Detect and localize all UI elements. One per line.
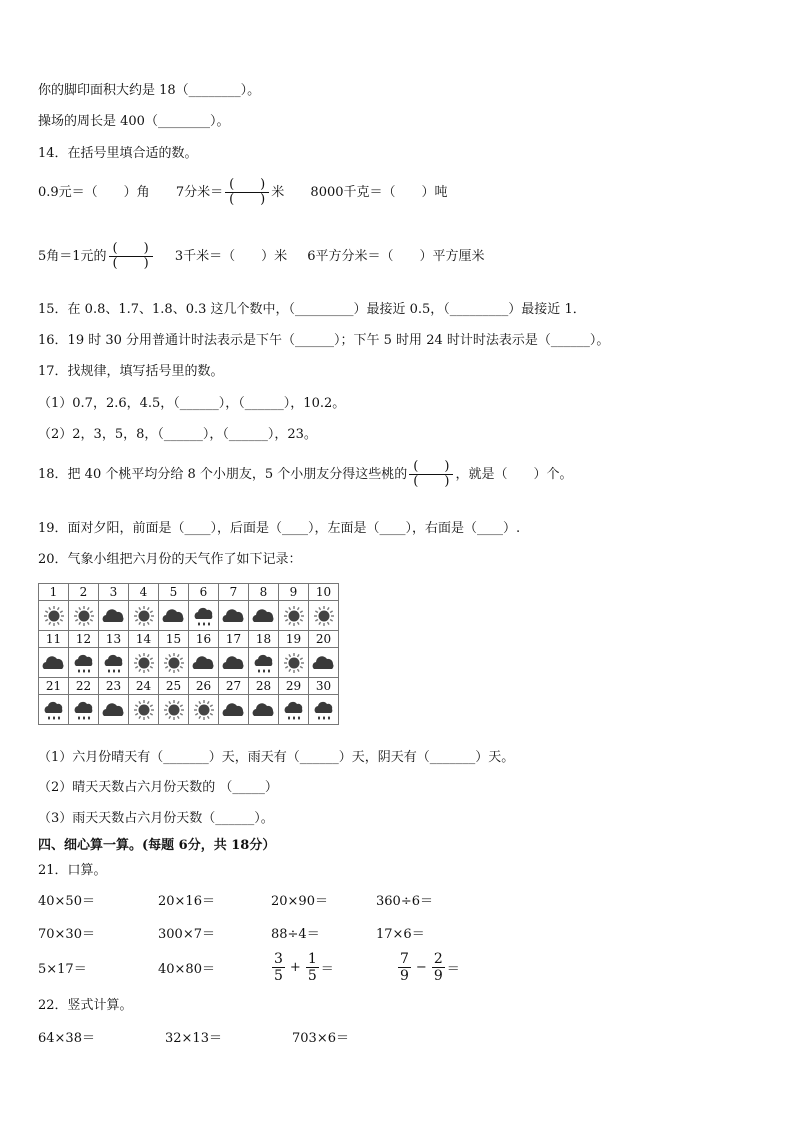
day-number: 9 bbox=[279, 584, 309, 601]
fraction-expr-1: $\frac{3}{5}$ + $\frac{1}{5}$ ＝ bbox=[274, 951, 334, 984]
day-number: 2 bbox=[69, 584, 99, 601]
day-number: 17 bbox=[219, 631, 249, 648]
day-number: 7 bbox=[219, 584, 249, 601]
day-number-row bbox=[39, 678, 339, 695]
weather-cell bbox=[189, 601, 219, 631]
sun-icon bbox=[132, 698, 156, 722]
q14-item-3: 8000千克＝（ ）吨 bbox=[310, 185, 448, 200]
fraction-blank: $\frac{( )}{( )}$ bbox=[409, 460, 453, 489]
day-number: 14 bbox=[129, 631, 159, 648]
oral-2-2: 300×7＝ bbox=[158, 927, 215, 942]
q14-item-6: 6平方分米＝（ ）平方厘米 bbox=[307, 249, 485, 264]
cloud-icon bbox=[222, 604, 246, 628]
day-number-row bbox=[39, 631, 339, 648]
weather-cell bbox=[99, 601, 129, 631]
oral-1-3: 20×90＝ bbox=[271, 894, 328, 909]
sun-icon bbox=[282, 651, 306, 675]
q14-item-5: 3千米＝（ ）米 bbox=[174, 249, 288, 264]
weather-table bbox=[38, 583, 339, 725]
vertical-calc-1: 64×38＝ bbox=[38, 1031, 95, 1046]
q20-sub-1: （1）六月份晴天有（_______）天，雨天有（______）天，阴天有（_______）天。 bbox=[38, 750, 515, 765]
sun-icon bbox=[192, 698, 216, 722]
weather-cell bbox=[129, 695, 159, 725]
day-number: 29 bbox=[279, 678, 309, 695]
weather-icon-row bbox=[39, 695, 339, 725]
weather-cell bbox=[129, 601, 159, 631]
day-number: 20 bbox=[309, 631, 339, 648]
cloud-icon bbox=[222, 698, 246, 722]
sun-icon bbox=[312, 604, 336, 628]
fraction-blank: $\frac{( )}{( )}$ bbox=[225, 178, 269, 207]
rain-icon bbox=[72, 698, 96, 722]
weather-cell bbox=[99, 695, 129, 725]
day-number-row bbox=[39, 584, 339, 601]
day-number: 5 bbox=[159, 584, 189, 601]
weather-cell bbox=[309, 648, 339, 678]
vertical-calc-3: 703×6＝ bbox=[292, 1031, 349, 1046]
question-15: 15．在 0.8、1.7、1.8、0.3 这几个数中，（_________）最接近 0.5，（_________）最接近 1． bbox=[38, 302, 586, 317]
oral-2-4: 17×6＝ bbox=[376, 927, 425, 942]
day-number: 28 bbox=[249, 678, 279, 695]
q14-item-2: 7分米＝ bbox=[175, 185, 224, 200]
sun-icon bbox=[282, 604, 306, 628]
oral-1-2: 20×16＝ bbox=[158, 894, 215, 909]
oral-1-1: 40×50＝ bbox=[38, 894, 95, 909]
rain-icon bbox=[192, 604, 216, 628]
weather-cell bbox=[129, 648, 159, 678]
cloud-icon bbox=[252, 604, 276, 628]
day-number: 13 bbox=[99, 631, 129, 648]
weather-cell bbox=[249, 601, 279, 631]
cloud-icon bbox=[102, 604, 126, 628]
weather-cell bbox=[39, 695, 69, 725]
day-number: 3 bbox=[99, 584, 129, 601]
weather-cell bbox=[69, 648, 99, 678]
day-number: 15 bbox=[159, 631, 189, 648]
question-14: 14．在括号里填合适的数。 bbox=[38, 146, 198, 161]
question-19: 19．面对夕阳，前面是（____），后面是（____），左面是（____），右面是（____）. bbox=[38, 521, 521, 536]
question-17: 17．找规律，填写括号里的数。 bbox=[38, 364, 224, 379]
day-number: 11 bbox=[39, 631, 69, 648]
rain-icon bbox=[72, 651, 96, 675]
oral-3-2: 40×80＝ bbox=[158, 962, 215, 977]
q20-sub-3: （3）雨天天数占六月份天数（______）。 bbox=[38, 811, 274, 826]
weather-cell bbox=[69, 601, 99, 631]
weather-icon-row bbox=[39, 648, 339, 678]
sun-icon bbox=[132, 604, 156, 628]
fraction-blank: $\frac{( )}{( )}$ bbox=[109, 242, 153, 271]
day-number: 30 bbox=[309, 678, 339, 695]
sun-icon bbox=[42, 604, 66, 628]
weather-cell bbox=[189, 695, 219, 725]
oral-3-1: 5×17＝ bbox=[38, 962, 87, 977]
day-number: 16 bbox=[189, 631, 219, 648]
weather-cell bbox=[39, 601, 69, 631]
day-number: 12 bbox=[69, 631, 99, 648]
weather-icon-row bbox=[39, 601, 339, 631]
weather-cell bbox=[99, 648, 129, 678]
day-number: 18 bbox=[249, 631, 279, 648]
weather-cell bbox=[159, 695, 189, 725]
cloud-icon bbox=[102, 698, 126, 722]
section-4-heading: 四、细心算一算。(每题 6分，共 18分） bbox=[38, 838, 276, 853]
q20-sub-2: （2）晴天天数占六月份天数的 （_____） bbox=[38, 780, 278, 795]
q14-item-4: 5角＝1元的 bbox=[38, 249, 107, 264]
question-18: 18．把 40 个桃平均分给 8 个小朋友，5 个小朋友分得这些桃的 $\frac{( )}{( )}$ ，就是（ ）个。 bbox=[38, 459, 573, 489]
weather-cell bbox=[249, 695, 279, 725]
question-21: 21．口算。 bbox=[38, 863, 107, 878]
q14-row-1: 0.9元＝（ ）角 7分米＝ $\frac{( )}{( )}$ 米 8000千克＝（ ）吨 bbox=[38, 177, 448, 207]
weather-cell bbox=[39, 648, 69, 678]
day-number: 21 bbox=[39, 678, 69, 695]
rain-icon bbox=[312, 698, 336, 722]
q17-sub-1: （1）0.7，2.6，4.5，（______），（______），10.2。 bbox=[38, 396, 346, 411]
day-number: 26 bbox=[189, 678, 219, 695]
question-22: 22．竖式计算。 bbox=[38, 998, 133, 1013]
weather-cell bbox=[189, 648, 219, 678]
oral-2-3: 88÷4＝ bbox=[271, 927, 320, 942]
cloud-icon bbox=[222, 651, 246, 675]
day-number: 6 bbox=[189, 584, 219, 601]
weather-cell bbox=[159, 601, 189, 631]
fraction-expr-2: $\frac{7}{9}$ − $\frac{2}{9}$ ＝ bbox=[400, 951, 460, 984]
sun-icon bbox=[132, 651, 156, 675]
rain-icon bbox=[282, 698, 306, 722]
cloud-icon bbox=[42, 651, 66, 675]
line-playground: 操场的周长是 400（________）。 bbox=[38, 114, 230, 129]
rain-icon bbox=[252, 651, 276, 675]
weather-cell bbox=[219, 601, 249, 631]
day-number: 1 bbox=[39, 584, 69, 601]
day-number: 27 bbox=[219, 678, 249, 695]
rain-icon bbox=[42, 698, 66, 722]
day-number: 8 bbox=[249, 584, 279, 601]
sun-icon bbox=[72, 604, 96, 628]
q17-sub-2: （2）2，3，5，8，（______），（______），23。 bbox=[38, 427, 317, 442]
day-number: 10 bbox=[309, 584, 339, 601]
cloud-icon bbox=[162, 604, 186, 628]
day-number: 19 bbox=[279, 631, 309, 648]
day-number: 25 bbox=[159, 678, 189, 695]
sun-icon bbox=[162, 651, 186, 675]
cloud-icon bbox=[192, 651, 216, 675]
line-footprint: 你的脚印面积大约是 18（________）。 bbox=[38, 83, 261, 98]
q14-item-1: 0.9元＝（ ）角 bbox=[38, 185, 150, 200]
weather-cell bbox=[279, 601, 309, 631]
vertical-calc-2: 32×13＝ bbox=[165, 1031, 222, 1046]
question-16: 16．19 时 30 分用普通计时法表示是下午（______）；下午 5 时用 24 时计时法表示是（______）。 bbox=[38, 333, 610, 348]
weather-cell bbox=[279, 648, 309, 678]
day-number: 4 bbox=[129, 584, 159, 601]
question-20: 20．气象小组把六月份的天气作了如下记录： bbox=[38, 552, 302, 567]
q14-row-2 bbox=[38, 242, 485, 271]
weather-cell bbox=[309, 695, 339, 725]
oral-1-4: 360÷6＝ bbox=[376, 894, 433, 909]
weather-cell bbox=[219, 648, 249, 678]
day-number: 24 bbox=[129, 678, 159, 695]
weather-cell bbox=[249, 648, 279, 678]
rain-icon bbox=[102, 651, 126, 675]
weather-cell bbox=[279, 695, 309, 725]
weather-cell bbox=[219, 695, 249, 725]
cloud-icon bbox=[252, 698, 276, 722]
weather-cell bbox=[309, 601, 339, 631]
sun-icon bbox=[162, 698, 186, 722]
cloud-icon bbox=[312, 651, 336, 675]
oral-2-1: 70×30＝ bbox=[38, 927, 95, 942]
day-number: 22 bbox=[69, 678, 99, 695]
day-number: 23 bbox=[99, 678, 129, 695]
weather-cell bbox=[69, 695, 99, 725]
weather-cell bbox=[159, 648, 189, 678]
